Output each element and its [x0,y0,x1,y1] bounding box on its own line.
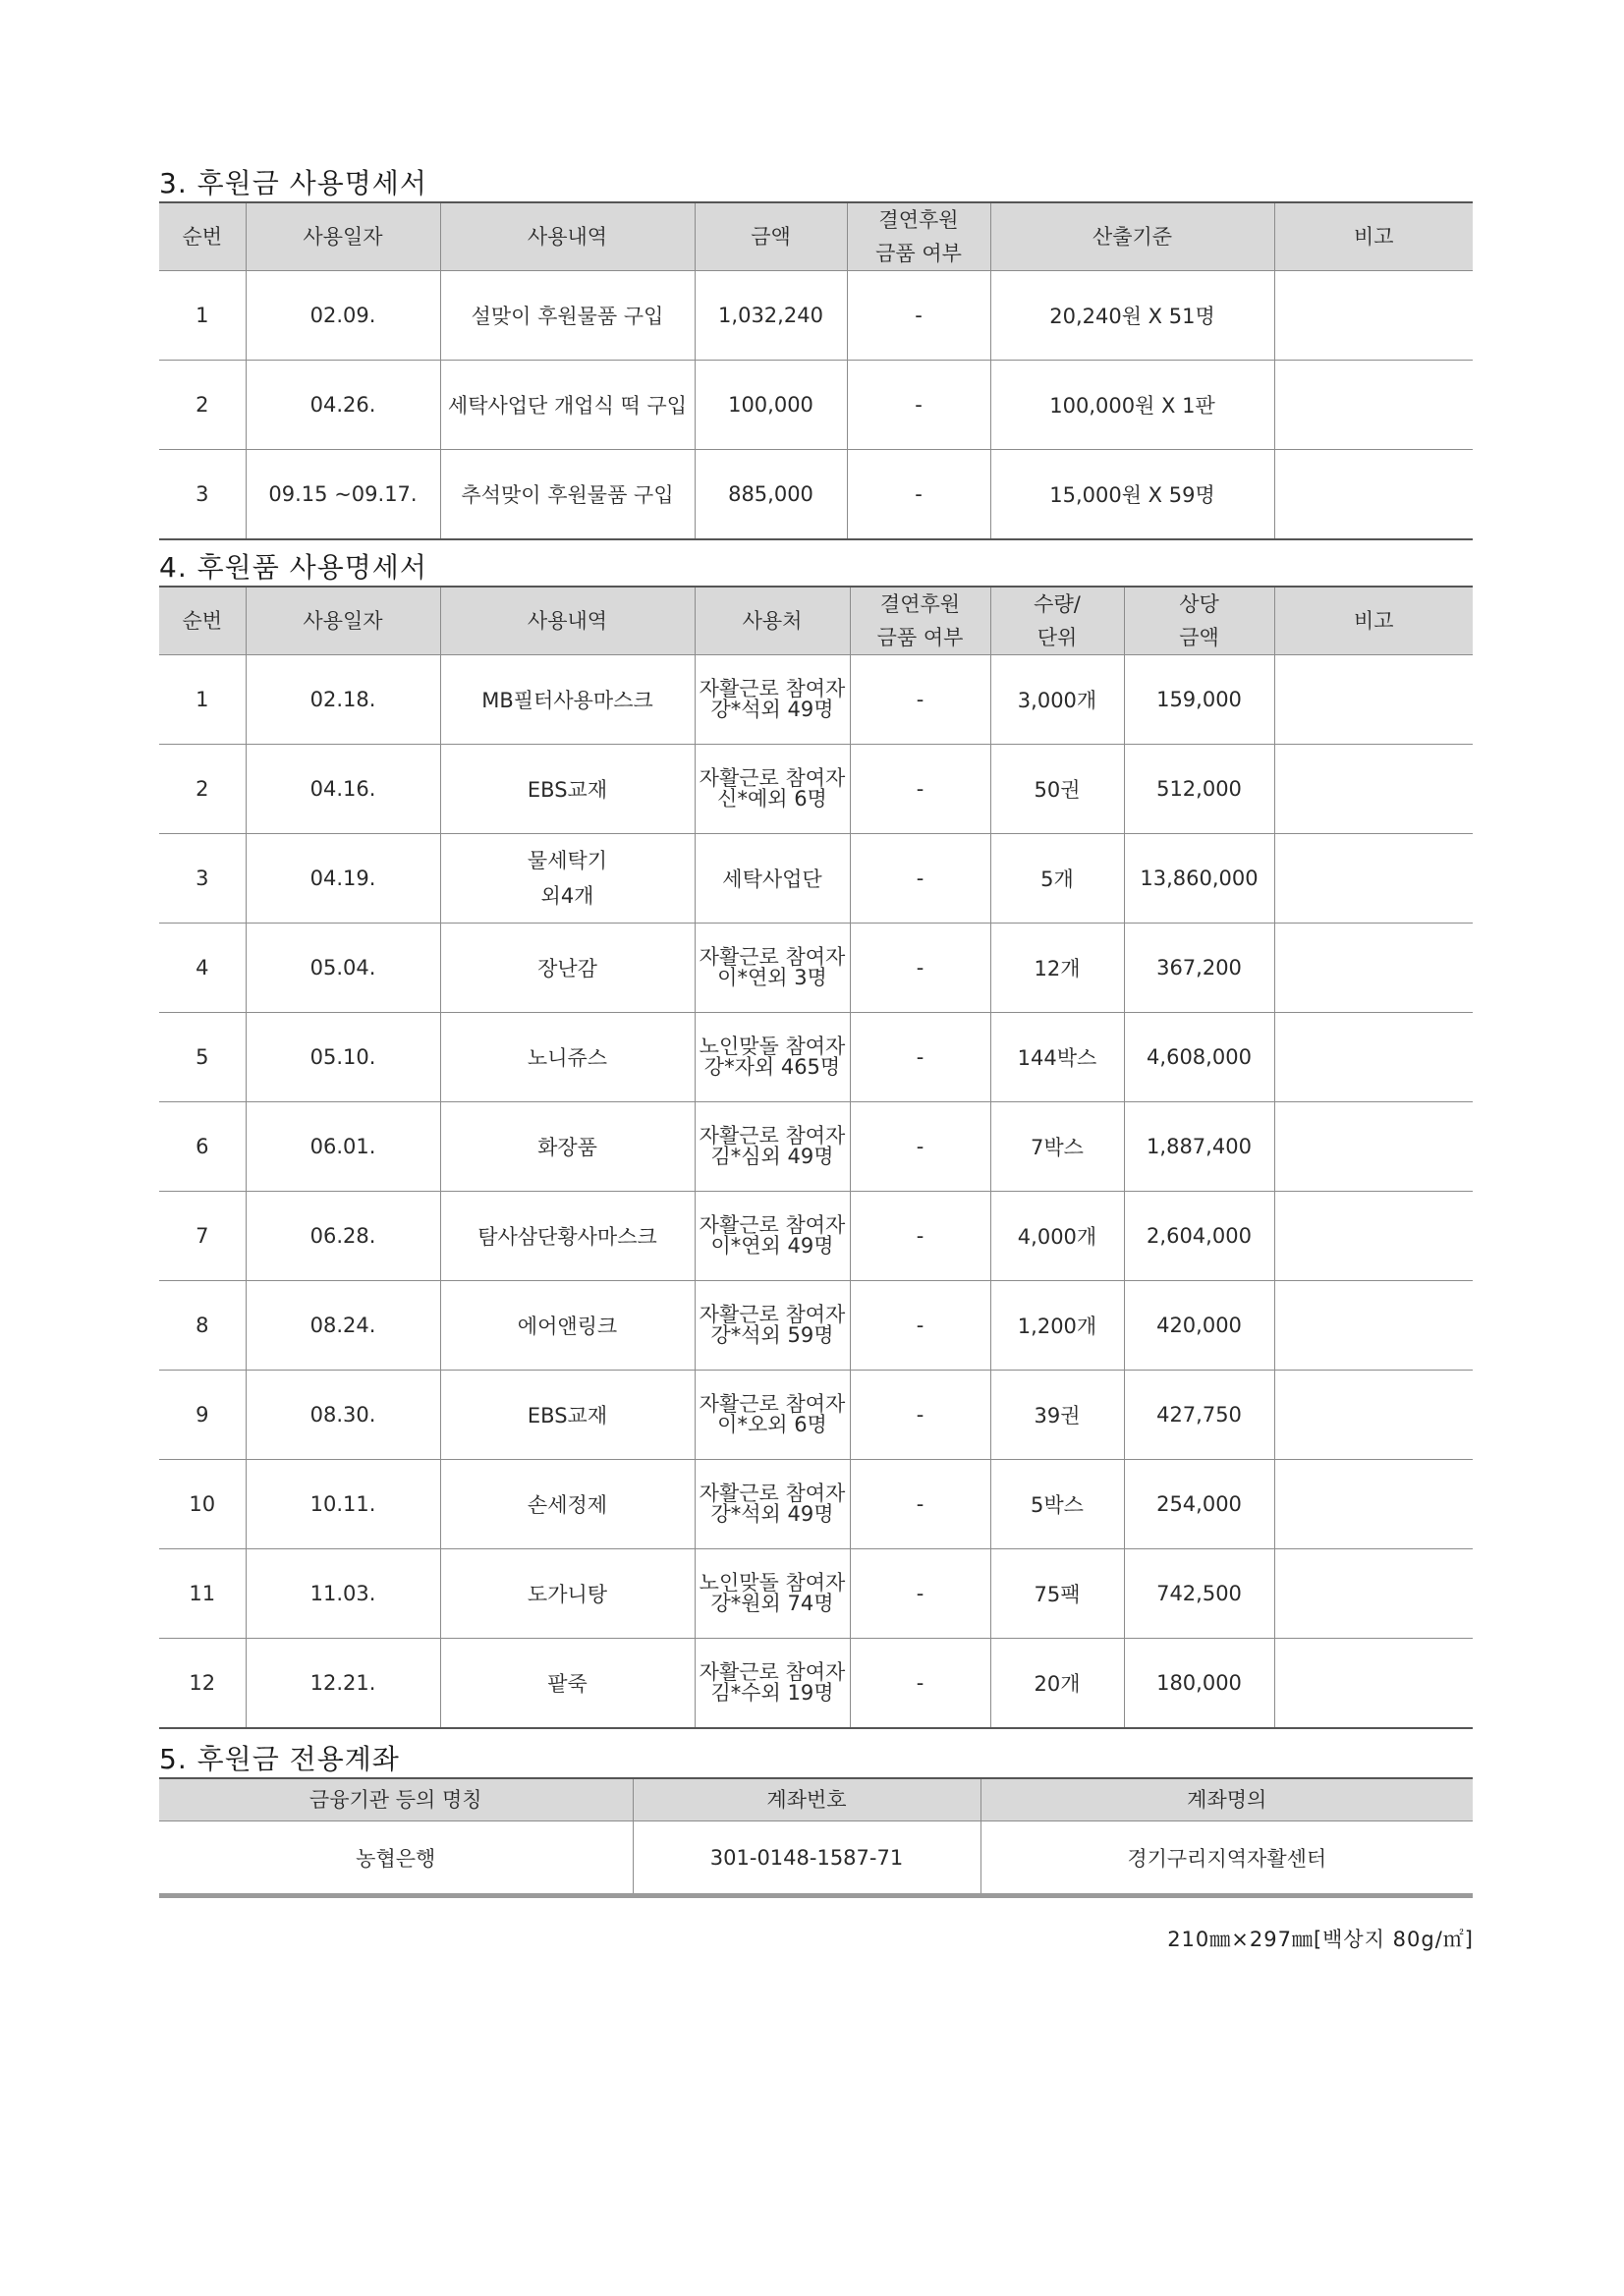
row-detail-line1: EBS교재 [527,778,608,802]
row-amount: 512,000 [1124,745,1274,834]
row-place-line2: 강*석외 49명 [710,1502,834,1526]
section5-title: 5. 후원금 전용계좌 [159,1743,400,1775]
row-no: 8 [159,1281,246,1371]
row-note [1274,361,1473,450]
col-header-qty-line1: 수량/ [1034,592,1081,616]
row-place-line1: 자활근로 참여자 [699,1303,846,1326]
row-sponsor: - [850,834,990,924]
row-no: 1 [159,271,246,361]
row-place-line1: 노인맞돌 참여자 [699,1035,846,1058]
row-note [1274,1192,1473,1281]
row-no: 1 [159,655,246,745]
row-detail-line1: 화장품 [537,1136,597,1159]
row-note [1274,450,1473,540]
table-row [159,1281,1473,1371]
row-no: 6 [159,1102,246,1192]
row-qty: 12개 [990,924,1124,1013]
table-row [159,1639,1473,1729]
row-date: 04.16. [246,745,440,834]
row-place-line2: 이*연외 3명 [717,966,827,989]
row-date: 02.18. [246,655,440,745]
col-header-value-line1: 상당 [1179,592,1219,616]
row-place-line2: 강*석외 59명 [710,1323,834,1347]
row-detail [440,655,695,745]
table-row [159,1192,1473,1281]
table-row [159,450,1473,540]
table-row [159,924,1473,1013]
row-qty: 144박스 [990,1013,1124,1102]
row-no: 9 [159,1371,246,1460]
row-place-line2: 강*석외 49명 [710,698,834,721]
col-header-sponsor-line2: 금품 여부 [876,626,964,649]
table-row [159,1549,1473,1639]
row-amount: 100,000 [695,361,847,450]
row-date: 08.30. [246,1371,440,1460]
row-note [1274,745,1473,834]
row-qty: 4,000개 [990,1192,1124,1281]
row-detail-line1: 에어앤링크 [517,1315,618,1338]
col-header-note: 비고 [1274,202,1473,271]
row-amount: 2,604,000 [1124,1192,1274,1281]
row-detail-line2: 외4개 [540,884,594,908]
row-date: 09.15 ~09.17. [246,450,440,540]
col-header-date: 사용일자 [246,202,440,271]
row-detail [440,1371,695,1460]
table-row [159,1102,1473,1192]
row-note [1274,1639,1473,1729]
row-place [695,924,850,1013]
row-date: 12.21. [246,1639,440,1729]
row-place-line2: 이*오외 6명 [717,1413,827,1436]
row-amount: 1,032,240 [695,271,847,361]
row-qty: 1,200개 [990,1281,1124,1371]
row-note [1274,655,1473,745]
row-date: 10.11. [246,1460,440,1549]
row-sponsor: - [850,1371,990,1460]
donation-usage-table [159,201,1473,540]
row-note [1274,834,1473,924]
row-place [695,1549,850,1639]
row-place-line2: 김*수외 19명 [710,1681,834,1705]
row-sponsor: - [847,271,990,361]
row-qty: 39권 [990,1371,1124,1460]
row-detail-line1: 장난감 [537,957,597,980]
row-sponsor: - [847,450,990,540]
row-basis: 20,240원 X 51명 [990,271,1274,361]
row-date: 06.28. [246,1192,440,1281]
row-amount: 13,860,000 [1124,834,1274,924]
row-qty: 75팩 [990,1549,1124,1639]
row-place [695,1371,850,1460]
row-place-line1: 세탁사업단 [722,868,822,891]
col-header-no: 순번 [159,587,246,655]
row-no: 5 [159,1013,246,1102]
table-row [159,1460,1473,1549]
col-header-no: 순번 [159,202,246,271]
table-header-row [159,202,1473,271]
row-place-line2: 강*자외 465명 [703,1055,841,1079]
row-place-line1: 자활근로 참여자 [699,1392,846,1416]
row-note [1274,1549,1473,1639]
table-row [159,271,1473,361]
row-sponsor: - [850,1281,990,1371]
row-basis: 100,000원 X 1판 [990,361,1274,450]
row-place-line1: 자활근로 참여자 [699,1124,846,1148]
row-date: 11.03. [246,1549,440,1639]
table-row [159,1371,1473,1460]
section3-title: 3. 후원금 사용명세서 [159,167,427,199]
row-place-line1: 자활근로 참여자 [699,1213,846,1237]
row-date: 05.04. [246,924,440,1013]
row-detail: 추석맞이 후원물품 구입 [440,450,695,540]
row-place-line1: 자활근로 참여자 [699,766,846,790]
row-qty: 5박스 [990,1460,1124,1549]
table-header-row [159,1778,1473,1821]
col-header-detail: 사용내역 [440,202,695,271]
row-place-line1: 자활근로 참여자 [699,1482,846,1505]
row-qty: 3,000개 [990,655,1124,745]
row-sponsor: - [850,1102,990,1192]
row-amount: 180,000 [1124,1639,1274,1729]
row-note [1274,1013,1473,1102]
row-place-line2: 강*원외 74명 [710,1592,834,1615]
row-detail [440,1639,695,1729]
row-detail: 설맞이 후원물품 구입 [440,271,695,361]
row-place-line2: 이*연외 49명 [710,1234,834,1258]
row-sponsor: - [850,1639,990,1729]
row-date: 04.26. [246,361,440,450]
row-sponsor: - [850,1549,990,1639]
row-amount: 367,200 [1124,924,1274,1013]
row-place-line2: 김*심외 49명 [710,1145,834,1168]
table-row [159,834,1473,924]
row-place [695,1460,850,1549]
col-header-detail: 사용내역 [440,587,695,655]
row-detail [440,834,695,924]
row-sponsor: - [850,924,990,1013]
row-no: 3 [159,834,246,924]
row-amount: 885,000 [695,450,847,540]
table-row [159,745,1473,834]
row-amount: 420,000 [1124,1281,1274,1371]
bank-name: 농협은행 [159,1821,633,1896]
row-sponsor: - [850,1013,990,1102]
row-note [1274,1371,1473,1460]
row-qty: 7박스 [990,1102,1124,1192]
row-note [1274,1281,1473,1371]
row-place [695,1102,850,1192]
row-no: 11 [159,1549,246,1639]
row-detail [440,745,695,834]
col-header-bank: 금융기관 등의 명칭 [159,1778,633,1821]
row-amount: 742,500 [1124,1549,1274,1639]
row-place [695,1281,850,1371]
col-header-holder: 계좌명의 [980,1778,1473,1821]
row-detail-line1: 팥죽 [547,1672,588,1696]
row-detail [440,1460,695,1549]
col-header-sponsor-line1: 결연후원 [879,592,961,616]
row-no: 3 [159,450,246,540]
section4-title: 4. 후원품 사용명세서 [159,551,427,584]
table-row [159,361,1473,450]
account-table [159,1777,1473,1898]
row-place-line1: 자활근로 참여자 [699,945,846,969]
row-amount: 427,750 [1124,1371,1274,1460]
row-detail-line1: 탐사삼단황사마스크 [477,1225,657,1249]
col-header-qty-line2: 단위 [1036,626,1078,649]
row-place [695,1192,850,1281]
row-detail [440,1281,695,1371]
row-no: 4 [159,924,246,1013]
row-place [695,745,850,834]
row-qty: 5개 [990,834,1124,924]
row-date: 04.19. [246,834,440,924]
row-detail: 세탁사업단 개업식 떡 구입 [440,361,695,450]
col-header-date: 사용일자 [246,587,440,655]
row-place-line2: 신*예외 6명 [717,787,827,811]
row-place [695,1013,850,1102]
col-header-note: 비고 [1274,587,1473,655]
row-place [695,655,850,745]
col-header-account: 계좌번호 [633,1778,980,1821]
goods-usage-table [159,586,1473,1729]
row-detail [440,1013,695,1102]
row-detail [440,924,695,1013]
row-detail [440,1549,695,1639]
row-amount: 254,000 [1124,1460,1274,1549]
row-place-line1: 노인맞돌 참여자 [699,1571,846,1595]
col-header-sponsor [847,202,990,271]
row-sponsor: - [850,1192,990,1281]
row-detail [440,1102,695,1192]
row-detail-line1: 손세정제 [527,1493,608,1517]
row-note [1274,1460,1473,1549]
table-header-row [159,587,1473,655]
row-qty: 50권 [990,745,1124,834]
account-holder: 경기구리지역자활센터 [980,1821,1473,1896]
row-amount: 1,887,400 [1124,1102,1274,1192]
paper-spec-footer: 210㎜×297㎜[백상지 80g/㎡] [1167,1928,1474,1951]
row-detail [440,1192,695,1281]
col-header-sponsor-line1: 결연후원 [878,208,959,232]
row-date: 02.09. [246,271,440,361]
row-place-line1: 자활근로 참여자 [699,1660,846,1684]
row-detail-line1: 노니쥬스 [527,1046,608,1070]
row-basis: 15,000원 X 59명 [990,450,1274,540]
row-date: 05.10. [246,1013,440,1102]
table-row [159,1013,1473,1102]
col-header-sponsor [850,587,990,655]
row-detail-line1: 도가니탕 [527,1583,608,1606]
row-no: 2 [159,745,246,834]
row-place-line1: 자활근로 참여자 [699,677,846,700]
table-row [159,1821,1473,1896]
row-date: 08.24. [246,1281,440,1371]
row-no: 7 [159,1192,246,1281]
row-no: 10 [159,1460,246,1549]
row-note [1274,1102,1473,1192]
col-header-qty [990,587,1124,655]
row-qty: 20개 [990,1639,1124,1729]
col-header-value [1124,587,1274,655]
row-detail-line1: MB필터사용마스크 [481,689,653,712]
row-sponsor: - [850,655,990,745]
row-note [1274,924,1473,1013]
col-header-amount: 금액 [695,202,847,271]
row-no: 2 [159,361,246,450]
col-header-value-line2: 금액 [1179,626,1219,649]
col-header-basis: 산출기준 [990,202,1274,271]
row-detail-line1: EBS교재 [527,1404,608,1428]
row-detail-line1: 물세탁기 [527,849,608,872]
row-sponsor: - [850,1460,990,1549]
col-header-place: 사용처 [695,587,850,655]
account-number: 301-0148-1587-71 [633,1821,980,1896]
table-row [159,655,1473,745]
row-amount: 4,608,000 [1124,1013,1274,1102]
row-no: 12 [159,1639,246,1729]
row-date: 06.01. [246,1102,440,1192]
row-sponsor: - [847,361,990,450]
row-place [695,1639,850,1729]
row-place [695,834,850,924]
row-note [1274,271,1473,361]
row-sponsor: - [850,745,990,834]
row-amount: 159,000 [1124,655,1274,745]
col-header-sponsor-line2: 금품 여부 [875,242,962,265]
